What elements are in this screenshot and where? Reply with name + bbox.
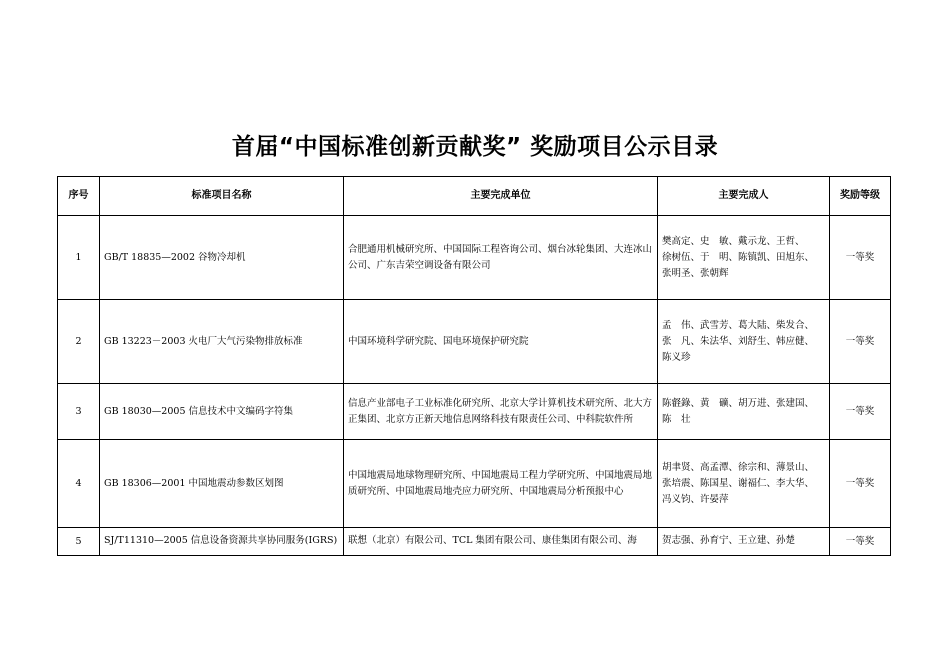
table-row [58, 440, 891, 528]
row-seq: 3 [58, 384, 100, 440]
row-standard-name: GB 18030—2005 信息技术中文编码字符集 [100, 384, 344, 440]
table-row [58, 384, 891, 440]
row-people: 孟 伟、武雪芳、葛大陆、柴发合、 张 凡、朱法华、刘舒生、韩应健、 陈义珍 [658, 300, 830, 384]
row-seq: 5 [58, 528, 100, 556]
page-title: 首届“中国标准创新贡献奖” 奖励项目公示目录 [231, 134, 719, 160]
header-grade: 奖励等级 [830, 177, 891, 216]
row-organizations: 中国环境科学研究院、国电环境保护研究院 [344, 300, 658, 384]
row-grade: 一等奖 [830, 384, 891, 440]
row-standard-name: GB 18306—2001 中国地震动参数区划图 [100, 440, 344, 528]
header-name: 标准项目名称 [100, 177, 344, 216]
row-people: 贺志强、孙育宁、王立建、孙楚 [658, 528, 830, 556]
row-people: 陈壡錄、黄 礦、胡万进、张建国、 陈 壮 [658, 384, 830, 440]
row-people: 樊高定、史 敏、戴示龙、王哲、 徐树伍、于 明、陈镇凯、田旭东、 张明圣、张朝辉 [658, 216, 830, 300]
row-standard-name: GB/T 18835—2002 谷物冷却机 [100, 216, 344, 300]
row-grade: 一等奖 [830, 440, 891, 528]
table-header-row [58, 177, 891, 216]
row-grade: 一等奖 [830, 528, 891, 556]
row-standard-name: SJ/T11310—2005 信息设备资源共享协同服务(IGRS) [100, 528, 344, 556]
row-people: 胡聿贤、高孟潭、徐宗和、薄景山、 张培震、陈国星、谢福仁、李大华、 冯义钧、许晏萍 [658, 440, 830, 528]
header-people: 主要完成人 [658, 177, 830, 216]
table-row [58, 300, 891, 384]
header-org: 主要完成单位 [344, 177, 658, 216]
row-standard-name: GB 13223－2003 火电厂大气污染物排放标准 [100, 300, 344, 384]
row-organizations: 合肥通用机械研究所、中国国际工程咨询公司、烟台冰轮集团、大连冰山公司、广东吉荣空调设备有限公司 [344, 216, 658, 300]
row-seq: 4 [58, 440, 100, 528]
row-grade: 一等奖 [830, 216, 891, 300]
row-seq: 1 [58, 216, 100, 300]
row-organizations: 信息产业部电子工业标准化研究所、北京大学计算机技术研究所、北大方正集团、北京方正新天地信息网络科技有限责任公司、中科院软件所 [344, 384, 658, 440]
header-seq: 序号 [58, 177, 100, 216]
row-seq: 2 [58, 300, 100, 384]
table-row [58, 216, 891, 300]
row-organizations: 中国地震局地球物理研究所、中国地震局工程力学研究所、中国地震局地质研究所、中国地震局地壳应力研究所、中国地震局分析预报中心 [344, 440, 658, 528]
row-organizations: 联想（北京）有限公司、TCL 集团有限公司、康佳集团有限公司、海 [344, 528, 658, 556]
table-row [58, 528, 891, 556]
award-table [57, 176, 891, 556]
row-grade: 一等奖 [830, 300, 891, 384]
